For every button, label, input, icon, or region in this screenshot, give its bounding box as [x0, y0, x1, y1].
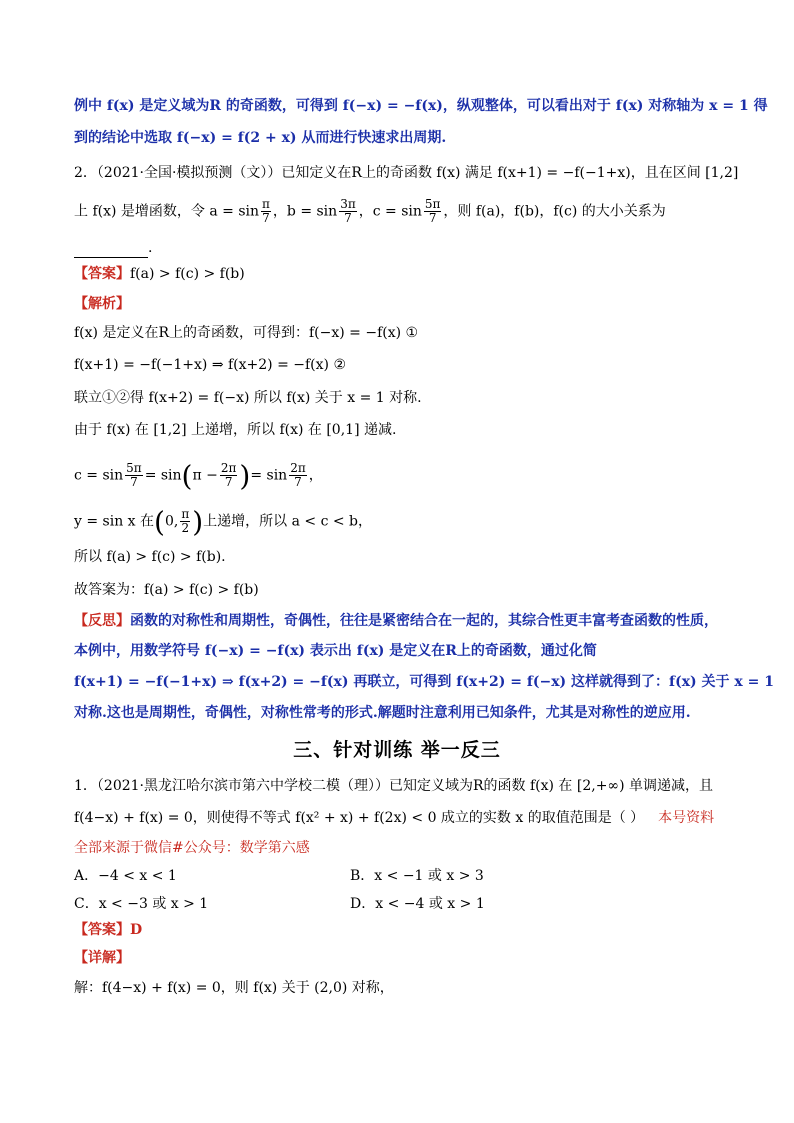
answer-blank-line — [74, 238, 152, 258]
analysis-line-3: 联立①②得 f(x+2) = f(−x) 所以 f(x) 关于 x = 1 对称. — [74, 390, 422, 406]
intro-line-2: 到的结论中选取 f(−x) = f(2 + x) 从而进行快速求出周期. — [74, 130, 447, 146]
analysis-line-1: f(x) 是定义在R上的奇函数，可得到：f(−x) = −f(x) ① — [74, 325, 419, 341]
detail-label: 【详解】 — [74, 950, 130, 966]
reflection-label: 【反思】 — [74, 613, 130, 629]
problem2-line2-c: ，c = sin — [358, 203, 422, 220]
training-problem-line-1: 1．（2021·黑龙江哈尔滨市第六中学校二模（理））已知定义域为R的函数 f(x) 在 [2,+∞) 单调递减，且 — [74, 778, 714, 794]
analysis-line-5: c = sin $\frac{5\pi}{7}$ = sin(π − $\frac{2\pi}{7}$ )= sin $\frac{2\pi}{7}$ ， — [74, 459, 323, 493]
option-a: A．−4 < x < 1 — [74, 868, 177, 884]
fraction-2pi-7: $\frac{2\pi}{7}$ — [290, 461, 306, 489]
analysis-line-7: 所以 f(a) > f(c) > f(b). — [74, 549, 226, 565]
option-c: C．x < −3 或 x > 1 — [74, 896, 209, 912]
fraction-5pi-7: $\frac{5\pi}{7}$ — [126, 461, 142, 489]
source-note: 本号资料 — [658, 810, 715, 826]
source-note-2: 全部来源于微信#公众号：数学第六感 — [74, 840, 310, 856]
answer-label: 【答案】 — [74, 266, 130, 282]
section-title: 三、针对训练 举一反三 — [293, 739, 501, 761]
problem2-line-2 — [74, 198, 666, 225]
problem2-line2-prefix: 上 f(x) 是增函数，令 a = sin — [74, 203, 260, 220]
analysis-line-2: f(x+1) = −f(−1+x) ⇒ f(x+2) = −f(x) ② — [74, 357, 347, 373]
fraction-pi-2: $\frac{\pi}{2}$ — [181, 507, 190, 535]
training-answer-line — [74, 920, 142, 940]
fraction-2pi-7-inner: $\frac{2\pi}{7}$ — [220, 461, 237, 489]
reflection-line-4: 对称.这也是周期性，奇偶性，对称性常考的形式.解题时注意利用已知条件，尤其是对称性的逆应用. — [74, 705, 691, 721]
fraction-a: $\frac{\pi}{7}$ — [262, 197, 270, 225]
training-answer-value: D — [130, 922, 143, 938]
option-b: B．x < −1 或 x > 3 — [350, 868, 484, 884]
problem2-line2-suffix: ，则 f(a)，f(b)，f(c) 的大小关系为 — [443, 203, 666, 220]
option-d: D．x < −4 或 x > 1 — [350, 896, 485, 912]
fraction-c: $\frac{5\pi}{7}$ — [424, 197, 441, 225]
analysis-line-4: 由于 f(x) 在 [1,2] 上递增，所以 f(x) 在 [0,1] 递减. — [74, 422, 397, 438]
answer-blank-end: . — [148, 240, 153, 256]
training-problem-line-2: f(4−x) + f(x) = 0，则使得不等式 f(x² + x) + f(2x) < 0 成立的实数 x 的取值范围是（ ） 本号资料 — [74, 810, 715, 826]
reflection-line-1: 【反思】函数的对称性和周期性，奇偶性，往往是紧密结合在一起的，其综合性更丰富考查函数的性质， — [74, 613, 718, 629]
problem2-line2-b: ，b = sin — [272, 203, 338, 220]
training-answer-label: 【答案】 — [74, 922, 130, 938]
problem2-line-1: 2．（2021·全国·模拟预测（文））已知定义在R上的奇函数 f(x) 满足 f(x+1) = −f(−1+x)，且在区间 [1,2] — [74, 165, 739, 181]
analysis-label: 【解析】 — [74, 296, 130, 312]
detail-line-1: 解：f(4−x) + f(x) = 0，则 f(x) 关于 (2,0) 对称， — [74, 980, 394, 996]
intro-line-1: 例中 f(x) 是定义域为R 的奇函数，可得到 f(−x) = −f(x)，纵观整体，可以看出对于 f(x) 对称轴为 x = 1 得 — [74, 98, 768, 114]
fraction-b: $\frac{3\pi}{7}$ — [340, 197, 356, 225]
analysis-line-6: y = sin x 在(0, $\frac{\pi}{2}$ )上递增，所以 a < c < b， — [74, 505, 373, 539]
answer-line — [74, 264, 245, 284]
reflection-line-2: 本例中，用数学符号 f(−x) = −f(x) 表示出 f(x) 是定义在R上的奇函数，通过化简 — [74, 643, 597, 659]
answer-blank — [74, 243, 148, 258]
answer-value: f(a) > f(c) > f(b) — [130, 266, 245, 282]
reflection-line-3: f(x+1) = −f(−1+x) ⇒ f(x+2) = −f(x) 再联立，可得到 f(x+2) = f(−x) 这样就得到了：f(x) 关于 x = 1 — [74, 674, 774, 690]
analysis-line-8: 故答案为：f(a) > f(c) > f(b) — [74, 582, 259, 598]
